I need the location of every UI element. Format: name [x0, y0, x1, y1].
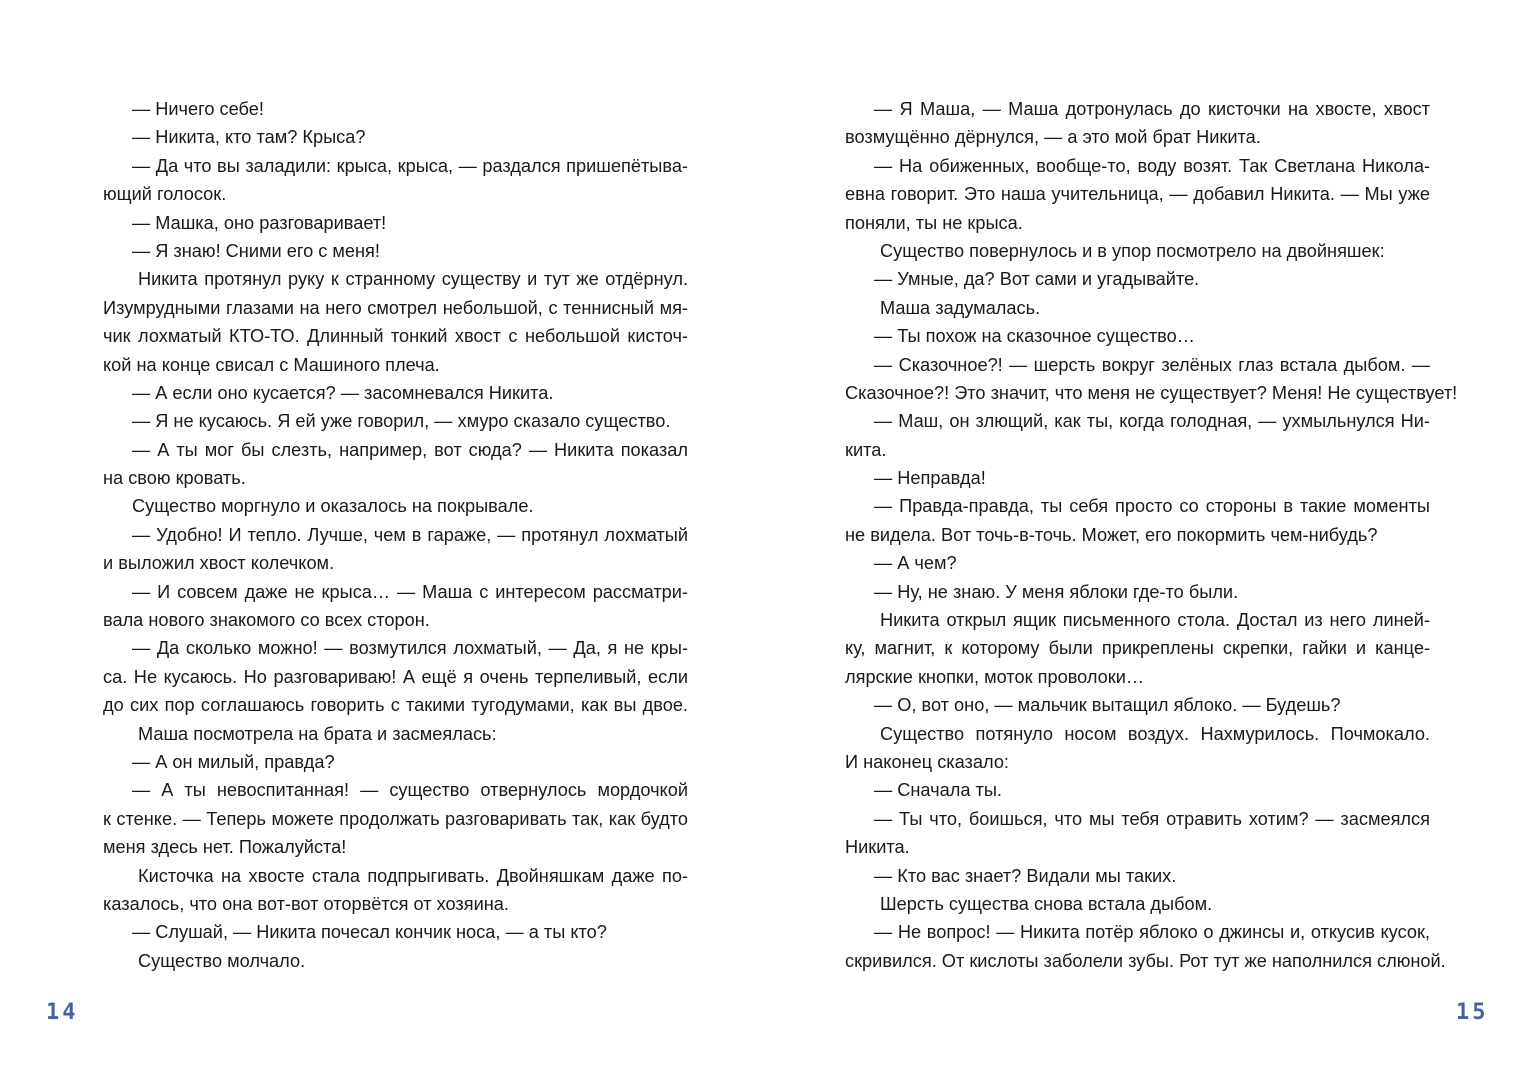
- text-line: казалось, что она вот-вот оторвётся от хозяина.: [103, 893, 509, 914]
- text-line: И наконец сказало:: [845, 751, 1009, 772]
- text-line: — Сказочное?! — шерсть вокруг зелёных глаз встала дыбом. —: [874, 354, 1430, 375]
- text-line: — Удобно! И тепло. Лучше, чем в гараже, — протянул лохматый: [132, 524, 688, 545]
- page-number-left: 14: [46, 1000, 79, 1025]
- page-number-right: 15: [1456, 1000, 1489, 1025]
- text-line: к стенке. — Теперь можете продолжать разговаривать так, как будто: [103, 808, 688, 829]
- text-line: Никита открыл ящик письменного стола. Достал из него линей-: [880, 610, 1430, 631]
- text-line: вала нового знакомого со всех сторон.: [103, 610, 430, 631]
- text-line: — Ты похож на сказочное существо…: [874, 326, 1195, 347]
- text-line: — Я не кусаюсь. Я ей уже говорил, — хмуро сказало существо.: [132, 411, 671, 432]
- text-line: — А чем?: [874, 553, 957, 574]
- text-line: кита.: [845, 439, 887, 460]
- text-line: Кисточка на хвосте стала подпрыгивать. Двойняшкам даже по-: [138, 865, 688, 886]
- text-line: кой на конце свисал с Машиного плеча.: [103, 354, 440, 375]
- text-line: поняли, ты не крыса.: [845, 212, 1023, 233]
- text-line: чик лохматый КТО-ТО. Длинный тонкий хвост с небольшой кисточ-: [103, 326, 688, 347]
- text-line: — Машка, оно разговаривает!: [132, 212, 387, 233]
- text-line: Существо моргнуло и оказалось на покрывале.: [132, 496, 534, 517]
- text-line: — Я Маша, — Маша дотронулась до кисточки на хвосте, хвост: [874, 99, 1430, 119]
- text-line: и выложил хвост колечком.: [103, 553, 335, 574]
- text-line: возмущённо дёрнулся, — а это мой брат Никита.: [845, 127, 1261, 148]
- text-line: — Кто вас знает? Видали мы таких.: [874, 865, 1177, 886]
- text-line: ющий голосок.: [103, 184, 227, 205]
- text-line: — А он милый, правда?: [132, 751, 335, 772]
- text-line: — Не вопрос! — Никита потёр яблоко о джинсы и, откусив кусок,: [874, 922, 1430, 943]
- text-line: — Да что вы заладили: крыса, крыса, — раздался пришепётыва-: [132, 155, 688, 176]
- text-line: — Маш, он злющий, как ты, когда голодная, — ухмыльнулся Ни-: [874, 411, 1430, 432]
- text-line: Существо молчало.: [138, 950, 306, 971]
- text-line: — Ты что, боишься, что мы тебя отравить хотим? — засмеялся: [874, 808, 1430, 829]
- text-line: — Ну, не знаю. У меня яблоки где-то были.: [874, 581, 1239, 602]
- text-line: до сих пор соглашаюсь говорить с такими тугодумами, как вы двое.: [103, 695, 688, 716]
- text-line: — А ты мог бы слезть, например, вот сюда? — Никита показал: [132, 439, 688, 460]
- text-line: — И совсем даже не крыса… — Маша с интересом рассматри-: [132, 581, 688, 602]
- text-line: меня здесь нет. Пожалуйста!: [103, 837, 347, 858]
- text-line: на свою кровать.: [103, 468, 246, 489]
- text-line: Маша задумалась.: [880, 297, 1041, 318]
- text-line: — Слушай, — Никита почесал кончик носа, — а ты кто?: [132, 922, 607, 943]
- left-page-text: [103, 95, 688, 975]
- text-line: — Сначала ты.: [874, 780, 1002, 801]
- text-line: лярские кнопки, моток проволоки…: [845, 666, 1145, 687]
- text-line: скривился. От кислоты заболели зубы. Рот тут же наполнился слюной.: [845, 950, 1446, 971]
- text-line: евна говорит. Это наша учительница, — добавил Никита. — Мы уже: [845, 184, 1430, 205]
- text-line: — Правда-правда, ты себя просто со стороны в такие моменты: [874, 496, 1430, 517]
- text-line: — О, вот оно, — мальчик вытащил яблоко. — Будешь?: [874, 695, 1341, 716]
- text-line: — Ничего себе!: [132, 99, 264, 119]
- text-line: Существо потянуло носом воздух. Нахмурилось. Почмокало.: [880, 723, 1430, 744]
- text-line: — Да сколько можно! — возмутился лохматый, — Да, я не кры-: [132, 638, 688, 659]
- text-line: Маша посмотрела на брата и засмеялась:: [138, 723, 497, 744]
- text-line: — Неправда!: [874, 468, 986, 489]
- text-line: — На обиженных, вообще-то, воду возят. Так Светлана Никола-: [874, 155, 1430, 176]
- text-line: Существо повернулось и в упор посмотрело на двойняшек:: [880, 240, 1385, 261]
- text-line: Изумрудными глазами на него смотрел небольшой, с теннисный мя-: [103, 297, 688, 318]
- text-line: Никита протянул руку к странному существу и тут же отдёрнул.: [138, 269, 688, 290]
- text-line: Никита.: [845, 837, 910, 858]
- text-line: — А ты невоспитанная! — существо отвернулось мордочкой: [132, 780, 688, 801]
- text-line: не видела. Вот точь-в-точь. Может, его покормить чем-нибудь?: [845, 524, 1378, 545]
- text-line: — Я знаю! Сними его с меня!: [132, 240, 380, 261]
- right-page-text: [845, 95, 1458, 975]
- text-line: — А если оно кусается? — засомневался Никита.: [132, 382, 554, 403]
- text-line: са. Не кусаюсь. Но разговариваю! А ещё я очень терпеливый, если: [103, 666, 688, 687]
- text-line: Шерсть существа снова встала дыбом.: [880, 893, 1213, 914]
- text-line: Сказочное?! Это значит, что меня не существует? Меня! Не существует!: [845, 382, 1458, 403]
- text-line: — Никита, кто там? Крыса?: [132, 127, 366, 148]
- text-line: ку, магнит, к которому были прикреплены скрепки, гайки и канце-: [845, 638, 1430, 659]
- text-line: — Умные, да? Вот сами и угадывайте.: [874, 269, 1200, 290]
